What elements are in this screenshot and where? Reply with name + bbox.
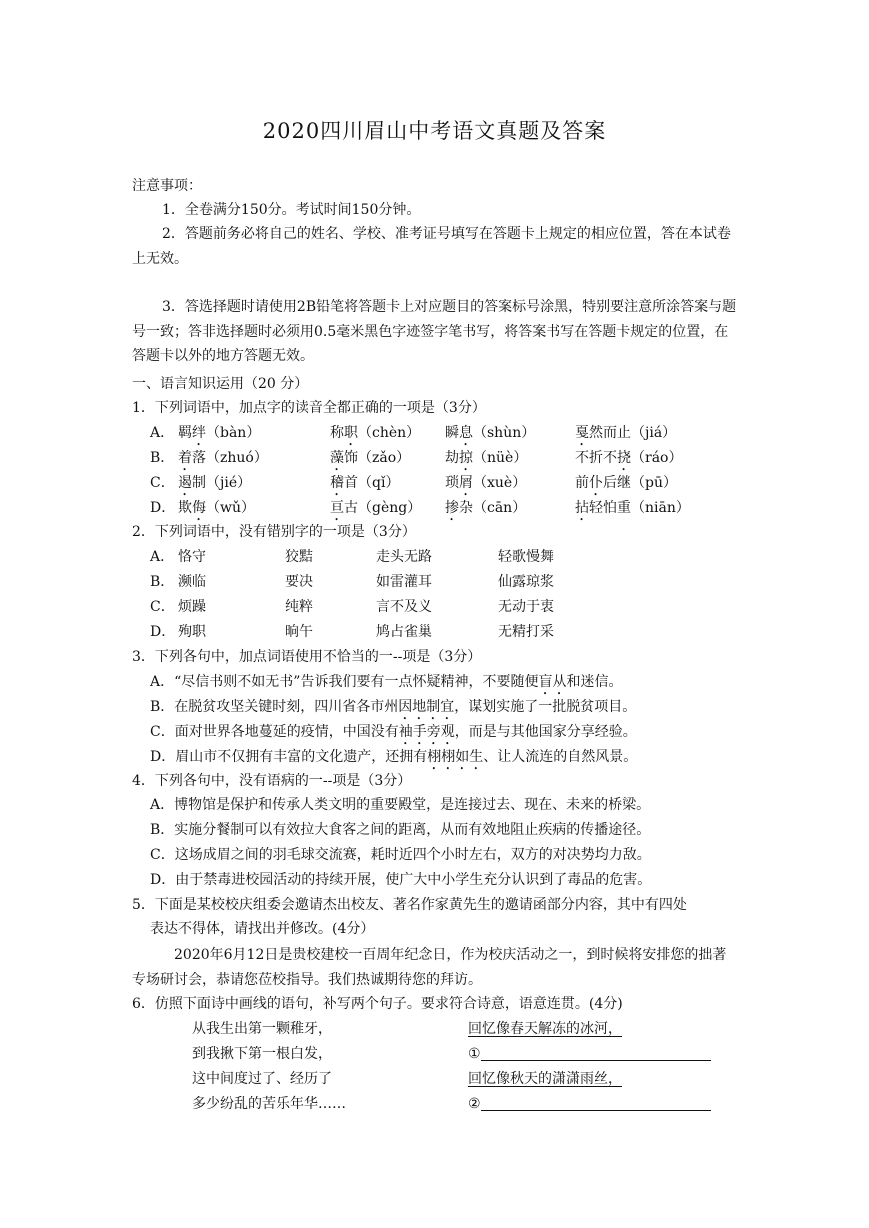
option-word bbox=[178, 473, 251, 499]
emphasized-char: 绊 bbox=[192, 425, 206, 441]
option-label: D． bbox=[150, 500, 176, 516]
word-part: （ráo） bbox=[631, 450, 683, 466]
emphasized-char: 屑 bbox=[459, 475, 473, 491]
word-part: 劫 bbox=[445, 450, 459, 466]
option-word bbox=[575, 448, 682, 474]
word-part: 琐 bbox=[445, 475, 459, 491]
emphasized-char: 息 bbox=[459, 425, 473, 441]
emphasized-char: 拈 bbox=[575, 500, 589, 516]
emphasized-phrase: 盲从 bbox=[538, 674, 567, 690]
option-label: D． bbox=[150, 749, 176, 765]
word-part: 首（qǐ） bbox=[344, 475, 400, 491]
word-part: 制（jié） bbox=[192, 475, 252, 491]
blank-line[interactable] bbox=[481, 1044, 711, 1061]
sentence-part: 眉山市不仅拥有丰富的文化遗产，还拥有 bbox=[175, 749, 428, 765]
sentence-part: ，谋划实施了一批脱贫项目。 bbox=[454, 699, 637, 715]
option-word: 鸠占雀巢 bbox=[376, 624, 432, 640]
invitation-text: 2020年6月12日是贵校建校一百周年纪念日，作为校庆活动之一，到时候将安排您的拙著专场研讨会，恭请您莅校指导。我们热诚期待您的拜访。 bbox=[132, 947, 727, 988]
option-word: 无精打采 bbox=[498, 624, 554, 640]
emphasized-char: 着 bbox=[178, 450, 192, 466]
option-word bbox=[330, 498, 421, 524]
answer-blank-1[interactable] bbox=[468, 1044, 711, 1064]
word-part: （bàn） bbox=[206, 425, 261, 441]
sentence-part: 和迷信。 bbox=[566, 674, 623, 690]
option-word bbox=[445, 473, 526, 499]
poem-line: 这中间度过了、经历了 bbox=[192, 1071, 332, 1087]
option-word bbox=[330, 448, 410, 474]
option-word: 仙露琼浆 bbox=[498, 574, 554, 590]
word-part: 古（gèng） bbox=[344, 500, 422, 516]
option-label: A． bbox=[150, 549, 175, 565]
option-text bbox=[150, 747, 637, 773]
emphasized-char: 掺 bbox=[445, 500, 459, 516]
emphasized-phrase: 袖手旁观 bbox=[398, 724, 455, 740]
option-word: 烦躁 bbox=[178, 599, 206, 615]
option-label: B． bbox=[150, 574, 175, 590]
underlined-poem-line: 回忆像春天解冻的冰河， bbox=[468, 1021, 622, 1037]
option-word: 轻歌慢舞 bbox=[498, 549, 554, 565]
word-part: 后继（pū） bbox=[603, 475, 677, 491]
emphasized-char: 稽 bbox=[330, 475, 344, 491]
option-label: A． bbox=[150, 425, 175, 441]
emphasized-phrase: 因地制宜 bbox=[398, 699, 455, 715]
option-word: 狡黠 bbox=[285, 549, 313, 565]
option-word bbox=[445, 448, 527, 474]
word-part: 不折不 bbox=[575, 450, 617, 466]
question-stem-cont: 表达不得体，请找出并修改。(4分） bbox=[150, 921, 375, 937]
word-part: 落（zhuó） bbox=[192, 450, 268, 466]
emphasized-char: 遏 bbox=[178, 475, 192, 491]
option-word: 无动于衷 bbox=[498, 599, 554, 615]
emphasized-char: 侮 bbox=[192, 500, 206, 516]
word-part: （shùn） bbox=[473, 425, 536, 441]
option-word: 濒临 bbox=[178, 574, 206, 590]
option-text: D．由于禁毒进校园活动的持续开展，使广大中小学生充分认识到了毒品的危害。 bbox=[150, 872, 652, 888]
question-stem: 6．仿照下面诗中画线的语句，补写两个句子。要求符合诗意，语意连贯。(4分) bbox=[132, 996, 623, 1012]
option-text: B．实施分餐制可以有效拉大食客之间的距离，从而有效地阻止疾病的传播途径。 bbox=[150, 822, 651, 838]
sentence-part: 在脱贫攻坚关键时刻，四川省各市州 bbox=[174, 699, 399, 715]
page-title: 2020四川眉山中考语文真题及答案 bbox=[262, 119, 607, 143]
word-part: 前 bbox=[575, 475, 589, 491]
underlined-poem-line: 回忆像秋天的潇潇雨丝， bbox=[468, 1071, 622, 1087]
option-word: 晌午 bbox=[285, 624, 313, 640]
emphasized-char: 仆 bbox=[589, 475, 603, 491]
option-label: C． bbox=[150, 475, 175, 491]
option-word: 如雷灌耳 bbox=[376, 574, 432, 590]
option-word bbox=[330, 423, 420, 449]
question-stem: 3．下列各句中，加点词语使用不恰当的一--项是（3分） bbox=[132, 649, 482, 665]
option-text: A．博物馆是保护和传承人类文明的重要殿堂，是连接过去、现在、未来的桥梁。 bbox=[150, 797, 651, 813]
option-text bbox=[150, 722, 637, 748]
option-word bbox=[178, 448, 268, 474]
option-text: C．这场成眉之间的羽毛球交流赛，耗时近四个小时左右，双方的对决势均力敌。 bbox=[150, 847, 651, 863]
notice-heading: 注意事项： bbox=[132, 178, 202, 194]
word-part: 饰（zǎo） bbox=[344, 450, 411, 466]
option-label: B． bbox=[150, 450, 175, 466]
option-label: A． bbox=[150, 674, 175, 690]
option-word bbox=[445, 498, 526, 524]
word-part: 瞬 bbox=[445, 425, 459, 441]
option-word bbox=[575, 423, 676, 449]
option-word bbox=[445, 423, 535, 449]
option-label: D． bbox=[150, 624, 176, 640]
poem-line: 多少纷乱的苦乐年华…… bbox=[192, 1096, 346, 1112]
question-stem: 4．下列各句中，没有语病的一--项是（3分） bbox=[132, 773, 412, 789]
sentence-part: “尽信书则不如无书”告诉我们要有一点怀疑精神，不要随便 bbox=[174, 674, 539, 690]
word-part: 欺 bbox=[178, 500, 192, 516]
option-word: 走头无路 bbox=[376, 549, 432, 565]
word-part: （chèn） bbox=[358, 425, 421, 441]
option-text bbox=[150, 697, 636, 723]
poem-line: 从我生出第一颗稚牙， bbox=[192, 1021, 332, 1037]
word-part: （wǔ） bbox=[206, 500, 255, 516]
notice-item: 3．答选择题时请使用2B铅笔将答题卡上对应题目的答案标号涂黑，特别要注意所涂答案与题号一致；答非选择题时必须用0.5毫米黑色字迹签字笔书写，将答案书写在答题卡规定的位置，在答题卡以外的地方答题无效。 bbox=[132, 299, 737, 364]
section-heading: 一、语言知识运用（20 分） bbox=[132, 376, 309, 392]
word-part: 轻怕重（niān） bbox=[589, 500, 690, 516]
blank-number: ② bbox=[468, 1096, 481, 1112]
notice-item: 2．答题前务必将自己的姓名、学校、准考证号填写在答题卡上规定的相应位置，答在本试卷上无效。 bbox=[132, 226, 731, 267]
word-part: 称 bbox=[330, 425, 344, 441]
emphasized-phrase: 栩栩如生 bbox=[427, 749, 484, 765]
sentence-part: ，而是与其他国家分享经验。 bbox=[454, 724, 637, 740]
option-word bbox=[178, 498, 255, 524]
emphasized-char: 职 bbox=[344, 425, 358, 441]
word-part: （xuè） bbox=[473, 475, 527, 491]
option-label: B． bbox=[150, 699, 175, 715]
option-word bbox=[575, 498, 690, 524]
option-word bbox=[575, 473, 677, 499]
option-word: 恪守 bbox=[178, 549, 206, 565]
blank-line[interactable] bbox=[481, 1094, 711, 1111]
option-word bbox=[178, 423, 260, 449]
emphasized-char: 掠 bbox=[459, 450, 473, 466]
word-part: 杂（cān） bbox=[459, 500, 527, 516]
word-part: 然而止（jiá） bbox=[589, 425, 677, 441]
emphasized-char: 戛 bbox=[575, 425, 589, 441]
answer-blank-2[interactable] bbox=[468, 1094, 711, 1114]
option-word: 言不及义 bbox=[376, 599, 432, 615]
option-word: 要决 bbox=[285, 574, 313, 590]
emphasized-char: 亘 bbox=[330, 500, 344, 516]
poem-line: 到我揪下第一根白发， bbox=[192, 1046, 332, 1062]
word-part: （nüè） bbox=[473, 450, 528, 466]
notice-item: 1．全卷满分150分。考试时间150分钟。 bbox=[162, 202, 421, 218]
emphasized-char: 藻 bbox=[330, 450, 344, 466]
question-stem: 2．下列词语中，没有错别字的一项是（3分） bbox=[132, 524, 416, 540]
question-stem: 5．下面是某校校庆组委会邀请杰出校友、著名作家黄先生的邀请函部分内容，其中有四处 bbox=[132, 897, 687, 913]
option-word bbox=[330, 473, 399, 499]
sentence-part: 面对世界各地蔓延的疫情，中国没有 bbox=[174, 724, 399, 740]
sentence-part: 、让人流连的自然风景。 bbox=[483, 749, 638, 765]
option-word: 纯粹 bbox=[285, 599, 313, 615]
word-part: 羁 bbox=[178, 425, 192, 441]
option-label: C． bbox=[150, 724, 175, 740]
emphasized-char: 挠 bbox=[617, 450, 631, 466]
option-label: C． bbox=[150, 599, 175, 615]
question-stem: 1．下列词语中，加点字的读音全都正确的一项是（3分） bbox=[132, 400, 486, 416]
blank-number: ① bbox=[468, 1046, 481, 1062]
option-word: 殉职 bbox=[178, 624, 206, 640]
option-text bbox=[150, 672, 622, 698]
